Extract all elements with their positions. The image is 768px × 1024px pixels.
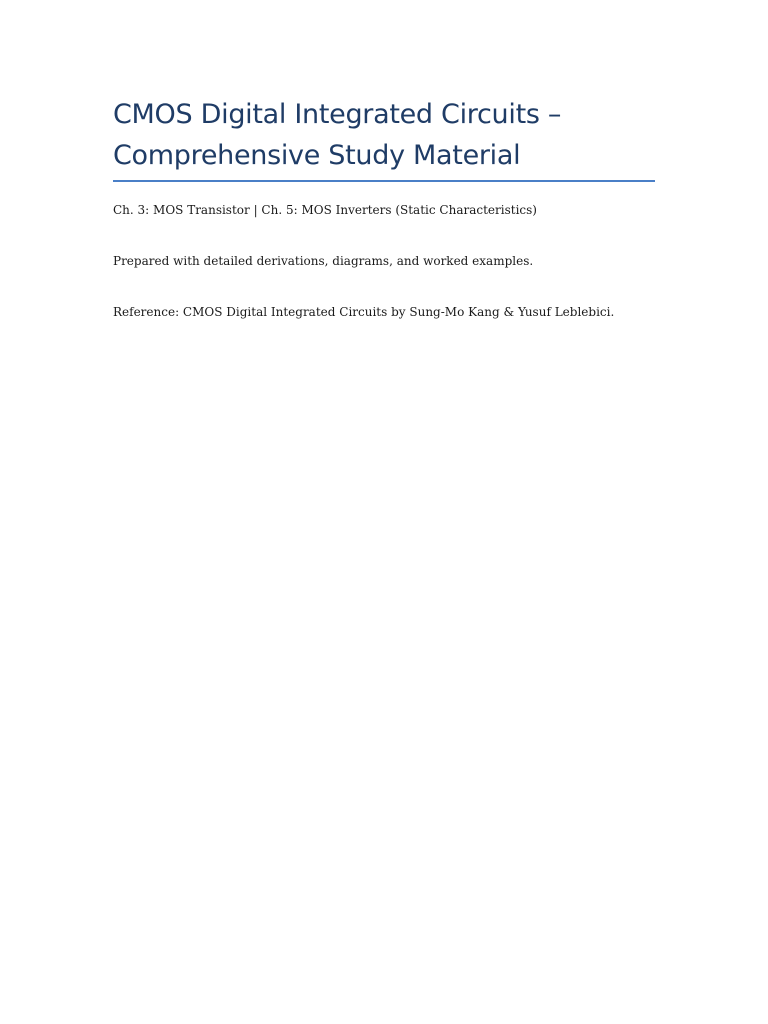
chapters-line: Ch. 3: MOS Transistor | Ch. 5: MOS Inverters (Static Characteristics): [113, 203, 537, 217]
title-block: [113, 94, 655, 182]
reference-line: Reference: CMOS Digital Integrated Circuits by Sung-Mo Kang & Yusuf Leblebici.: [113, 305, 615, 319]
prepared-line: Prepared with detailed derivations, diagrams, and worked examples.: [113, 254, 534, 268]
document-title: [113, 94, 655, 176]
title-line-2: Comprehensive Study Material: [113, 140, 521, 171]
title-line-1: CMOS Digital Integrated Circuits –: [113, 99, 562, 130]
title-underline-rule: [113, 180, 655, 182]
